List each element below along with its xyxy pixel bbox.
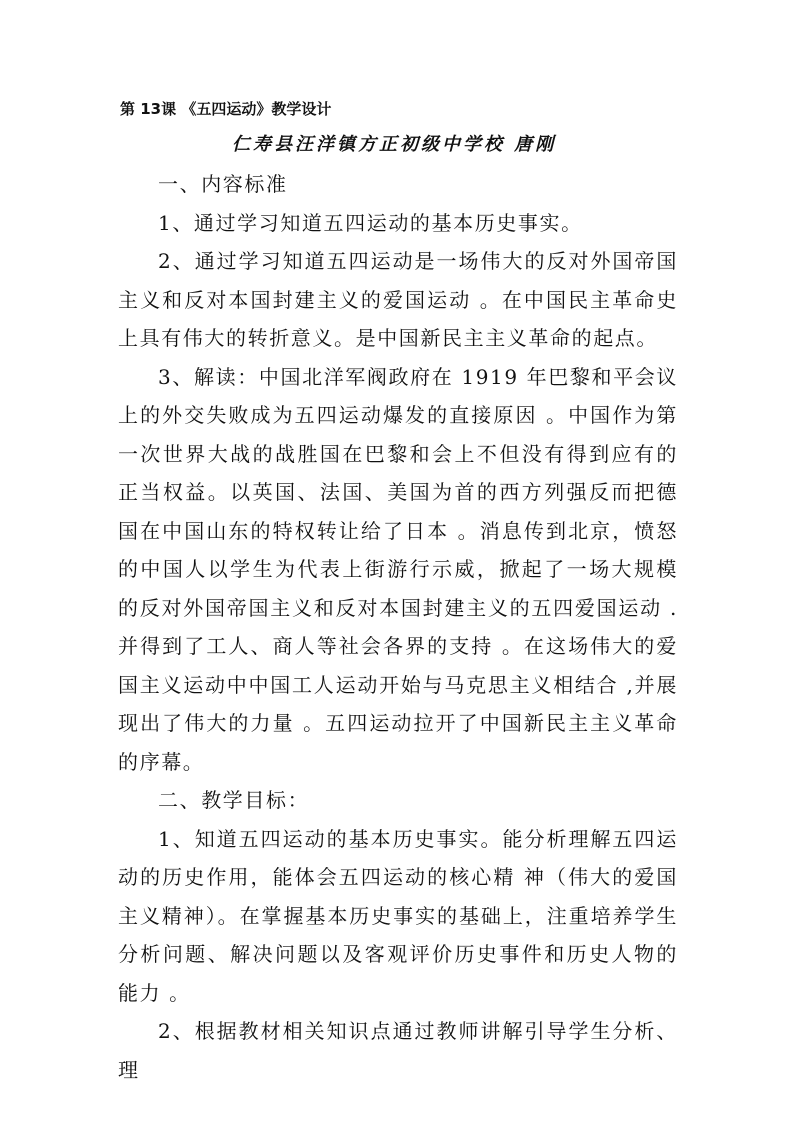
document-title: 第 13课 《五四运动》教学设计 (120, 100, 332, 118)
author-line: 仁寿县汪洋镇方正初级中学校 唐刚 (232, 134, 557, 155)
document-body (118, 165, 678, 1089)
section-heading-content-standard: 一、内容标准 (158, 172, 288, 196)
section-heading-teaching-goals: 二、教学目标： (158, 788, 310, 812)
paragraph: 2、根据教材相关知识点通过教师讲解引导学生分析、理 (118, 1019, 678, 1082)
paragraph: 1、知道五四运动的基本历史事实。能分析理解五四运动的历史作用，能体会五四运动的核心精 神（伟大的爱国主义精神）。在掌握基本历史事实的基础上，注重培养学生分析问题、解决问题以及客观评价历史事件和历史人物的能力 。 (118, 826, 678, 1005)
paragraph: 3、解读：中国北洋军阀政府在 1919 年巴黎和平会议上的外交失败成为五四运动爆发的直接原因 。中国作为第一次世界大战的战胜国在巴黎和会上不但没有得到应有的正当权益。以英国、法国、美国为首的西方列强反而把德国在中国山东的特权转让给了日本 。消息传到北京，愤怒的中国人以学生为代表上街游行示威，掀起了一场大规模的反对外国帝国主义和反对本国封建主义的五四爱国运动 .并得到了工人、商人等社会各界的支持 。在这场伟大的爱国主义运动中中国工人运动开始与马克思主义相结合 ,并展现出了伟大的力量 。五四运动拉开了中国新民主主义革命的序幕。 (118, 364, 678, 774)
paragraph: 1、通过学习知道五四运动的基本历史事实。 (158, 210, 583, 235)
paragraph: 2、通过学习知道五四运动是一场伟大的反对外国帝国主义和反对本国封建主义的爱国运动 。在中国民主革命史上具有伟大的转折意义。是中国新民主主义革命的起点。 (118, 249, 678, 350)
